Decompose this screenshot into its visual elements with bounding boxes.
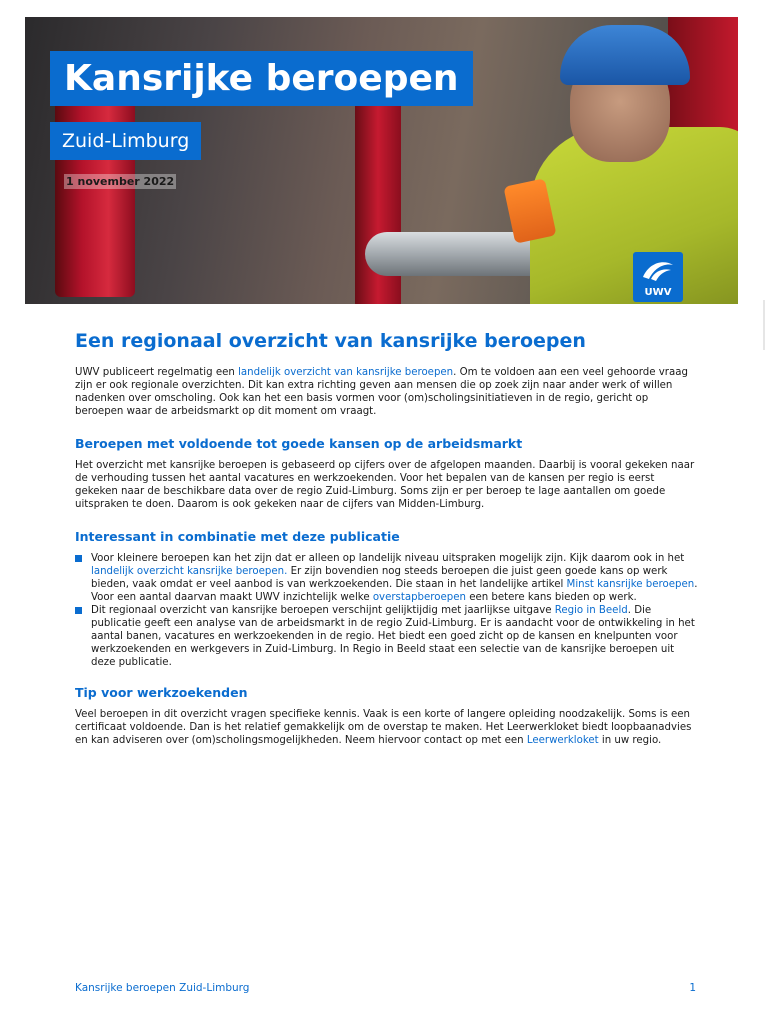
section-title: Een regionaal overzicht van kansrijke beroepen (75, 330, 586, 352)
item-text: . Voor een aantal daarvan maakt UWV inzichtelijk welke (91, 579, 698, 603)
list-item (75, 552, 699, 604)
intro-text: UWV publiceert regelmatig een (75, 367, 239, 378)
link-landelijk-overzicht[interactable]: landelijk overzicht van kansrijke beroepen (238, 367, 454, 378)
heading-kansen: Beroepen met voldoende tot goede kansen op de arbeidsmarkt (75, 436, 523, 451)
tip-paragraph (75, 708, 699, 747)
link-overstapberoepen[interactable]: overstapberoepen (372, 592, 466, 603)
heading-interessant: Interessant in combinatie met deze publicatie (75, 529, 400, 544)
uwv-logo (633, 252, 683, 302)
item-text: . Die publicatie geeft een analyse van de arbeidsmarkt in de regio Zuid-Limburg. Er is aandacht voor de ontwikkeling in het aantal banen, vacatures en werkzoekenden in de regio. Het biedt een goed zicht op de kansen en knelpunten voor werkzoekenden en werkgevers in Zuid-Limburg. In Regio in Beeld staat een selectie van de kansrijke beroepen uit deze publicatie. (91, 605, 695, 668)
uwv-swoosh-icon (639, 257, 677, 285)
link-minst-kansrijk[interactable]: Minst kansrijke beroepen (566, 579, 695, 590)
link-leerwerkloket[interactable]: Leerwerkloket (526, 735, 599, 746)
item-text: Er zijn bovendien nog steeds beroepen die juist geen goede kans op werk bieden, vaak omdat er veel aanbod is van werkzoekenden. Die staan in het landelijke artikel (91, 566, 668, 590)
heading-tip: Tip voor werkzoekenden (75, 685, 248, 700)
tip-text-cont: in uw regio. (598, 735, 662, 746)
tip-text: Veel beroepen in dit overzicht vragen specifieke kennis. Vaak is een korte of langere opleiding noodzakelijk. Soms is een certificaat voldoende. Dan is het relatief gemakkelijk om de overstap te maken. Het Leerwerkloket biedt loopbaanadvies en kan adviseren over (om)scholingsmogelijkheden. Neem hiervoor contact op met een (75, 709, 692, 746)
interessant-list (75, 552, 699, 669)
item-text: Dit regionaal overzicht van kansrijke beroepen verschijnt gelijktijdig met jaarlijkse uitgave (91, 605, 555, 616)
bullet-square-icon (75, 555, 82, 562)
document-title: Kansrijke beroepen (50, 51, 473, 106)
intro-paragraph (75, 366, 699, 418)
intro-text-cont: . Om te voldoen aan een veel gehoorde vraag zijn er ook regionale overzichten. Dit kan extra richting geven aan mensen die op zoek zijn naar ander werk of willen nadenken over omscholing. Ook kan het een basis vormen voor (om)scholingsinitiatieven in de regio, gericht op beroepen waar de arbeidsmarkt op dit moment om vraagt. (75, 367, 688, 417)
publication-date: 1 november 2022 (66, 175, 175, 188)
page-edge-mark (763, 300, 765, 350)
uwv-logo-text: UWV (644, 287, 672, 298)
kansen-paragraph: Het overzicht met kansrijke beroepen is gebaseerd op cijfers over de afgelopen maanden. Daarbij is vooral gekeken naar de verhouding tussen het aantal vacatures en werkzoekenden. Voor het bepalen van de kansen per regio is eerst gekeken naar de beschikbare data over de regio Zuid-Limburg. Soms zijn er per beroep te lage aantallen om goede uitspraken te doen. Daarom is ook gekeken naar de cijfers van Midden-Limburg. (75, 460, 695, 510)
region-label: Zuid-Limburg (50, 122, 201, 160)
bullet-square-icon (75, 607, 82, 614)
footer-title: Kansrijke beroepen Zuid-Limburg (75, 982, 250, 994)
link-landelijk-kansrijk[interactable]: landelijk overzicht kansrijke beroepen. (91, 566, 288, 577)
list-item (75, 604, 699, 669)
page-number: 1 (689, 982, 696, 994)
item-text: een betere kans bieden op werk. (465, 592, 637, 603)
main-content (75, 330, 699, 747)
link-regio-in-beeld[interactable]: Regio in Beeld (554, 605, 628, 616)
page-footer (75, 982, 696, 994)
item-text: Voor kleinere beroepen kan het zijn dat er alleen op landelijk niveau uitspraken mogelijk zijn. Kijk daarom ook in het (91, 553, 685, 564)
